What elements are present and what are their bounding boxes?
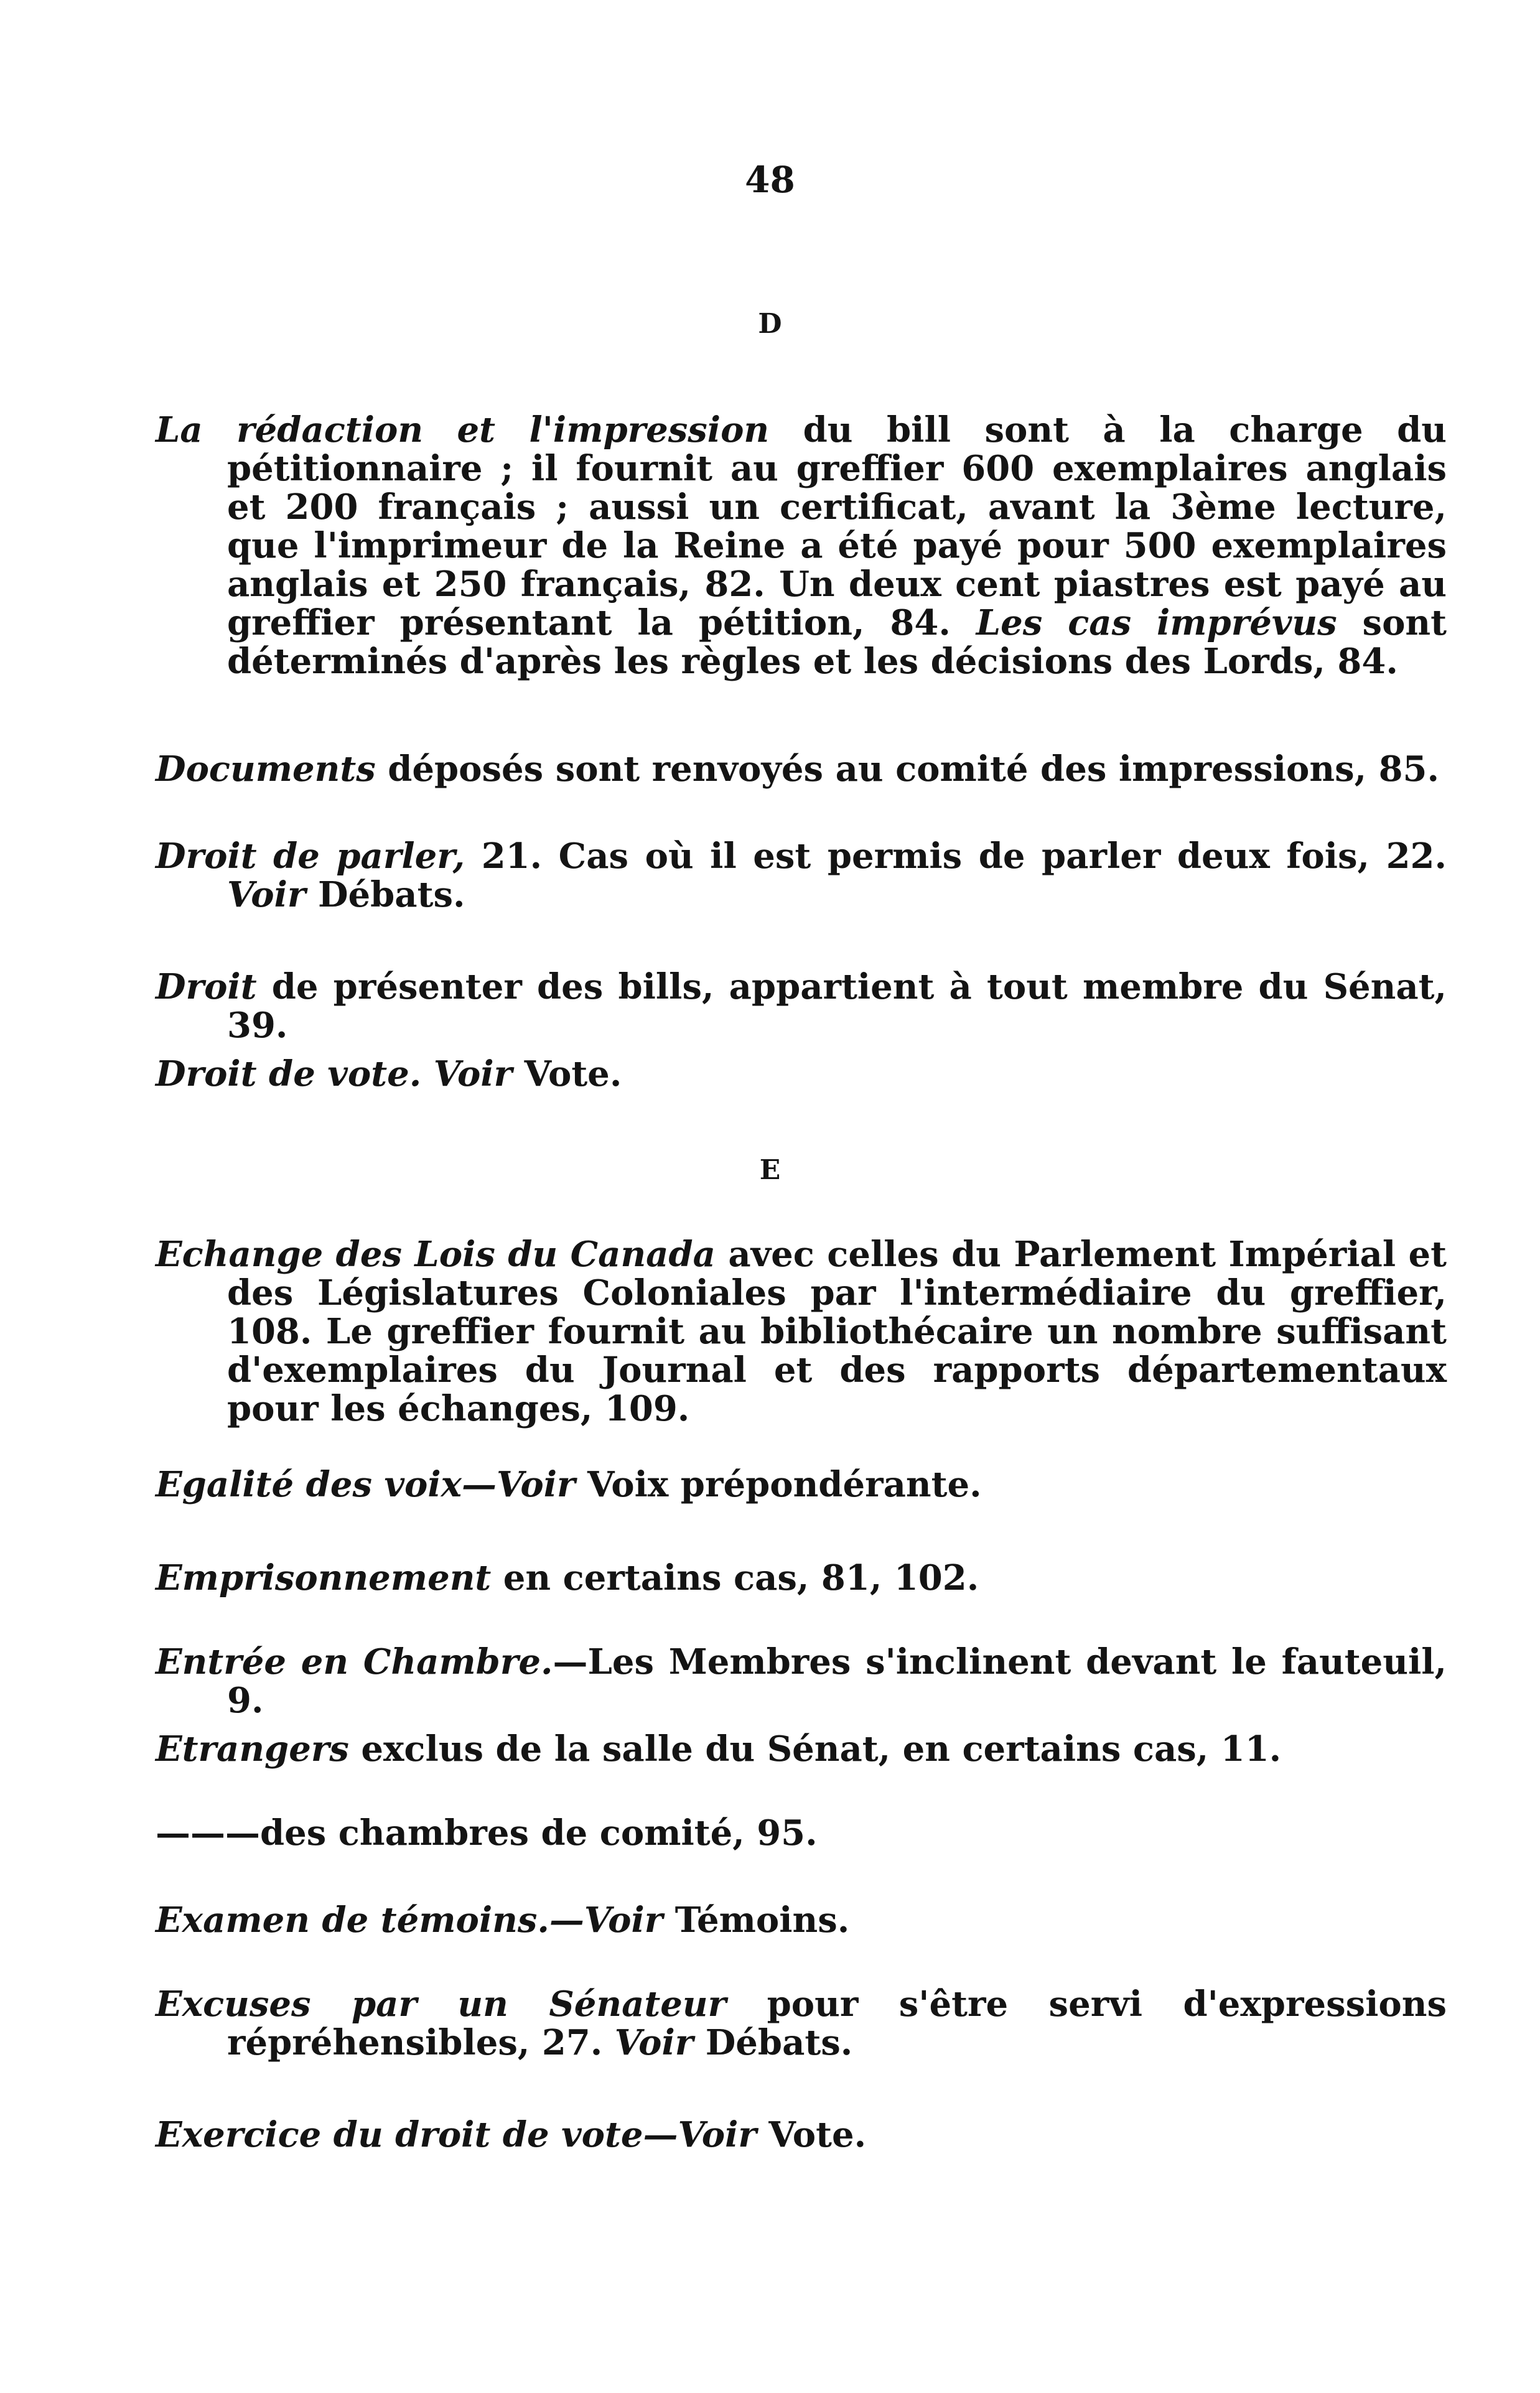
entry-term: Exercice du droit de vote bbox=[156, 2114, 643, 2155]
entry-see-reference: —Voir bbox=[549, 1900, 663, 1941]
entry-see-target: Voix prépondérante. bbox=[587, 1464, 982, 1505]
entry-see-target: Débats. bbox=[705, 2022, 853, 2063]
index-entry-droit-de-parler bbox=[156, 837, 1447, 914]
entry-see-target: Débats. bbox=[317, 874, 465, 915]
entry-text: exclus de la salle du Sénat, en certains cas, 11. bbox=[361, 1728, 1282, 1770]
entry-term: Droit de vote. bbox=[156, 1053, 422, 1094]
entry-term: Entrée en Chambre. bbox=[156, 1641, 553, 1682]
entry-text: en certains cas, 81, 102. bbox=[503, 1557, 979, 1598]
index-entry-chambres-comite bbox=[156, 1814, 1447, 1852]
entry-see-reference: Voir bbox=[614, 2022, 694, 2063]
index-entry-echange bbox=[156, 1235, 1447, 1428]
entry-term: Documents bbox=[156, 749, 376, 790]
section-letter-d: D bbox=[758, 308, 782, 340]
entry-text: pour s'être servi d'expressions répréhensibles, 27. bbox=[227, 1984, 1447, 2063]
entry-see-reference: Voir bbox=[227, 874, 306, 915]
entry-term: Droit bbox=[156, 966, 257, 1007]
index-entry-emprisonnement bbox=[156, 1559, 1447, 1597]
entry-term: Emprisonnement bbox=[156, 1557, 492, 1598]
entry-term: Etrangers bbox=[156, 1728, 349, 1770]
index-entry-exercice bbox=[156, 2115, 1447, 2154]
entry-term: Droit de parler, bbox=[156, 836, 465, 877]
entry-text: du bill sont à la charge du pétitionnaire ; il fournit au greffier 600 exemplaires anglais et 200 français ; aussi un certificat, avant la 3ème lecture, que l'imprimeur de la Reine a été payé pour 500 exemplaires anglais et 250 français, 82. Un deux cent piastres est payé au greffier présentant la pétition, 84. bbox=[227, 409, 1447, 643]
page-number: 48 bbox=[745, 159, 795, 201]
section-letter-e: E bbox=[759, 1154, 781, 1186]
entry-see-target: Témoins. bbox=[674, 1900, 850, 1941]
index-entry-egalite bbox=[156, 1465, 1447, 1504]
index-entry-documents bbox=[156, 750, 1447, 788]
entry-term: Egalité des voix bbox=[156, 1464, 462, 1505]
entry-text: —Les Membres s'inclinent devant le fauteuil, 9. bbox=[227, 1641, 1447, 1721]
index-entry-droit-de-vote bbox=[156, 1055, 1447, 1093]
index-entry-examen bbox=[156, 1901, 1447, 1939]
entry-text: avec celles du Parlement Impérial et des Législatures Coloniales par l'intermédiaire du greffier, 108. Le greffier fournit au bibliothécaire un nombre suffisant d'exemplaires du Journal et des rapports départementaux pour les échanges, 109. bbox=[227, 1234, 1447, 1429]
entry-text: déposés sont renvoyés au comité des impressions, 85. bbox=[388, 749, 1440, 790]
entry-text: de présenter des bills, appartient à tout membre du Sénat, 39. bbox=[227, 966, 1447, 1046]
entry-text: 21. Cas où il est permis de parler deux fois, 22. bbox=[481, 836, 1447, 877]
index-entry-redaction bbox=[156, 411, 1447, 681]
entry-term: Excuses par un Sénateur bbox=[156, 1984, 727, 2025]
entry-see-reference: Voir bbox=[433, 1053, 513, 1094]
index-entry-droit-bills bbox=[156, 968, 1447, 1045]
entry-see-target: Vote. bbox=[524, 1053, 622, 1094]
entry-text-secondary: sont déterminés d'après les règles et les décisions des Lords, 84. bbox=[227, 602, 1447, 682]
entry-see-reference: —Voir bbox=[462, 1464, 576, 1505]
index-entry-entree bbox=[156, 1643, 1447, 1720]
entry-term: Echange des Lois du Canada bbox=[156, 1234, 716, 1275]
entry-text: ———des chambres de comité, 95. bbox=[156, 1812, 818, 1854]
entry-see-reference: —Voir bbox=[643, 2114, 757, 2155]
entry-term-secondary: Les cas imprévus bbox=[976, 602, 1337, 643]
index-entry-excuses bbox=[156, 1985, 1447, 2062]
entry-term: La rédaction et l'impression bbox=[156, 409, 770, 450]
entry-see-target: Vote. bbox=[768, 2114, 867, 2155]
index-entry-etrangers bbox=[156, 1730, 1447, 1768]
entry-term: Examen de témoins. bbox=[156, 1900, 549, 1941]
